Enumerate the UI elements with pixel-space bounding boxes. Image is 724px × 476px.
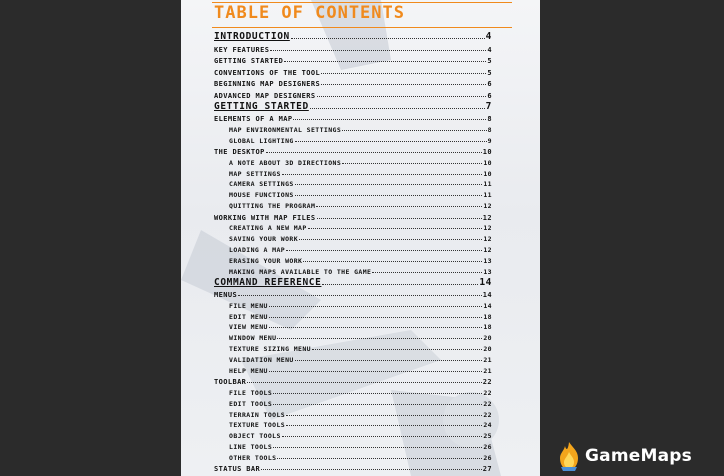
toc-entry — [214, 375, 492, 387]
toc-entry-label: BEGINNING MAP DESIGNERS — [214, 80, 321, 88]
toc-entry-page: 5 — [487, 68, 492, 77]
toc-entry — [214, 145, 492, 157]
toc-entry — [214, 408, 492, 419]
toc-entry-page: 13 — [483, 267, 492, 276]
toc-leader-dots — [247, 382, 481, 383]
toc-entry-page: 12 — [483, 235, 492, 244]
toc-entry-page: 22 — [483, 410, 492, 419]
toc-entry-page: 22 — [483, 388, 492, 397]
toc-entry — [214, 77, 492, 89]
toc-entry — [214, 210, 492, 222]
toc-entry-page: 5 — [487, 57, 492, 65]
toc-entry-label: CONVENTIONS OF THE TOOL — [214, 68, 321, 77]
toc-entry-page: 13 — [483, 256, 492, 265]
toc-leader-dots — [312, 349, 482, 350]
toc-leader-dots — [269, 371, 483, 372]
toc-leader-dots — [295, 360, 483, 361]
toc-leader-dots — [321, 73, 486, 74]
toc-entry-label: WINDOW MENU — [229, 334, 277, 343]
toc-entry — [214, 134, 492, 145]
toc-entry-label: EDIT TOOLS — [229, 399, 273, 408]
toc-entry — [214, 386, 492, 397]
toc-leader-dots — [286, 415, 482, 416]
page-title: TABLE OF CONTENTS — [214, 3, 405, 23]
toc-entry-page: 20 — [483, 345, 492, 354]
toc-leader-dots — [342, 163, 482, 164]
toc-entry-page: 11 — [483, 191, 492, 200]
toc-entry-label: HELP MENU — [229, 366, 268, 375]
toc-entry-label: EDIT MENU — [229, 312, 268, 321]
toc-entry — [214, 451, 492, 462]
toc-entry-page: 26 — [483, 442, 492, 451]
toc-entry-label: WORKING WITH MAP FILES — [214, 213, 316, 222]
toc-entry — [214, 310, 492, 321]
toc-leader-dots — [282, 174, 483, 175]
toc-entry — [214, 254, 492, 265]
toc-leader-dots — [317, 96, 487, 97]
toc-entry-page: 6 — [487, 80, 492, 88]
toc-entry-page: 9 — [487, 136, 492, 145]
toc-entry — [214, 100, 492, 112]
toc-entry — [214, 123, 492, 134]
toc-entry-label: FILE TOOLS — [229, 388, 273, 397]
toc-leader-dots — [273, 404, 482, 405]
toc-entry-label: FILE MENU — [229, 301, 268, 310]
toc-entry — [214, 42, 492, 54]
toc-leader-dots — [295, 141, 487, 142]
toc-entry — [214, 54, 492, 66]
toc-entry-label: ADVANCED MAP DESIGNERS — [214, 91, 316, 100]
toc-entry — [214, 462, 492, 474]
toc-entry-page: 14 — [479, 276, 492, 288]
toc-entry — [214, 276, 492, 288]
document-page — [181, 0, 540, 476]
toc-entry — [214, 429, 492, 440]
toc-entry-label: SAVING YOUR WORK — [229, 235, 299, 244]
toc-entry — [214, 321, 492, 332]
toc-leader-dots — [270, 50, 486, 51]
toc-entry — [214, 440, 492, 451]
gamemaps-watermark — [556, 441, 692, 471]
toc-entry-page: 14 — [482, 291, 492, 300]
toc-entry-page: 4 — [487, 45, 492, 54]
toc-leader-dots — [266, 152, 482, 153]
toc-entry-label: KEY FEATURES — [214, 45, 270, 54]
toc-entry — [214, 353, 492, 364]
toc-leader-dots — [295, 184, 483, 185]
toc-leader-dots — [316, 206, 482, 207]
toc-leader-dots — [322, 284, 478, 285]
toc-entry-label: QUITTING THE PROGRAM — [229, 202, 316, 211]
toc-entry-label: TEXTURE SIZING MENU — [229, 345, 311, 354]
toc-entry — [214, 222, 492, 233]
toc-leader-dots — [238, 295, 482, 296]
toc-entry-page: 24 — [483, 421, 492, 430]
toc-entry-label: MAP ENVIRONMENTAL SETTINGS — [229, 125, 342, 134]
toc-leader-dots — [282, 436, 483, 437]
toc-entry-page: 12 — [482, 213, 492, 222]
toc-entry-label: CREATING A NEW MAP — [229, 224, 307, 233]
toc-entry-label: TOOLBAR — [214, 378, 247, 387]
toc-entry — [214, 112, 492, 124]
toc-entry-label: MAKING MAPS AVAILABLE TO THE GAME — [229, 267, 372, 276]
toc-entry-label: STATUS BAR — [214, 465, 261, 474]
toc-entry-page: 22 — [482, 378, 492, 387]
toc-entry — [214, 88, 492, 100]
toc-entry — [214, 299, 492, 310]
toc-entry-label: LOADING A MAP — [229, 245, 286, 254]
toc-entry-label: CAMERA SETTINGS — [229, 180, 294, 189]
toc-leader-dots — [321, 84, 486, 85]
toc-leader-dots — [261, 469, 482, 470]
toc-entry-page: 6 — [487, 91, 492, 100]
toc-entry-page: 22 — [483, 399, 492, 408]
toc-entry — [214, 419, 492, 430]
toc-entry-label: GETTING STARTED — [214, 100, 309, 112]
toc-entry-page: 8 — [487, 125, 492, 134]
toc-entry-label: INTRODUCTION — [214, 31, 290, 42]
toc-entry-label: ERASING YOUR WORK — [229, 256, 303, 265]
toc-entry-label: OBJECT TOOLS — [229, 432, 281, 441]
toc-entry-label: GLOBAL LIGHTING — [229, 136, 294, 145]
toc-entry-label: OTHER TOOLS — [229, 453, 277, 462]
toc-entry-page: 10 — [482, 148, 492, 157]
toc-entry-page: 8 — [487, 115, 492, 123]
toc-entry — [214, 232, 492, 243]
toc-entry-label: LINE TOOLS — [229, 442, 273, 451]
toc-entry — [214, 364, 492, 375]
toc-entry-page: 27 — [482, 465, 492, 474]
toc-entry-page: 10 — [483, 158, 492, 167]
toc-entry — [214, 331, 492, 342]
toc-leader-dots — [295, 195, 483, 196]
toc-entry-page: 12 — [483, 202, 492, 211]
toc-entry-label: TEXTURE TOOLS — [229, 421, 286, 430]
toc-entry — [214, 199, 492, 210]
toc-entry — [214, 397, 492, 408]
toc-leader-dots — [310, 108, 485, 109]
toc-entry-page: 25 — [483, 432, 492, 441]
toc-leader-dots — [372, 272, 482, 273]
flame-logo-icon — [556, 441, 582, 471]
toc-entry-page: 21 — [483, 355, 492, 364]
toc-entry — [214, 30, 492, 42]
toc-entry — [214, 178, 492, 189]
toc-entry — [214, 167, 492, 178]
table-of-contents — [214, 30, 492, 473]
toc-entry-label: MENUS — [214, 291, 238, 300]
toc-leader-dots — [269, 317, 483, 318]
toc-entry-label: VIEW MENU — [229, 323, 268, 332]
toc-leader-dots — [293, 119, 486, 120]
toc-entry-page: 18 — [483, 312, 492, 321]
toc-entry — [214, 156, 492, 167]
toc-entry-page: 10 — [483, 169, 492, 178]
toc-entry — [214, 65, 492, 77]
toc-entry — [214, 288, 492, 300]
toc-entry-page: 21 — [483, 366, 492, 375]
toc-leader-dots — [303, 261, 482, 262]
toc-entry-page: 14 — [483, 301, 492, 310]
toc-leader-dots — [286, 250, 482, 251]
toc-entry-page: 4 — [485, 31, 492, 42]
title-rule-bottom — [212, 27, 512, 28]
toc-entry — [214, 243, 492, 254]
toc-entry-page: 18 — [483, 323, 492, 332]
toc-entry-label: THE DESKTOP — [214, 148, 265, 157]
toc-entry-label: GETTING STARTED — [214, 57, 284, 65]
toc-entry-label: ELEMENTS OF A MAP — [214, 115, 293, 123]
toc-entry-page: 26 — [483, 453, 492, 462]
toc-leader-dots — [269, 327, 483, 328]
toc-entry-page: 11 — [483, 180, 492, 189]
toc-entry-label: MAP SETTINGS — [229, 169, 281, 178]
toc-leader-dots — [273, 447, 482, 448]
toc-leader-dots — [286, 425, 482, 426]
toc-entry — [214, 188, 492, 199]
toc-leader-dots — [277, 338, 482, 339]
toc-entry — [214, 342, 492, 353]
toc-entry-label: TERRAIN TOOLS — [229, 410, 286, 419]
toc-leader-dots — [308, 228, 483, 229]
toc-entry-label: MOUSE FUNCTIONS — [229, 191, 294, 200]
toc-leader-dots — [269, 306, 483, 307]
toc-entry-page: 12 — [483, 245, 492, 254]
toc-leader-dots — [342, 130, 487, 131]
toc-entry-page: 20 — [483, 334, 492, 343]
toc-entry — [214, 265, 492, 276]
toc-entry-label: A NOTE ABOUT 3D DIRECTIONS — [229, 158, 342, 167]
toc-leader-dots — [317, 218, 482, 219]
toc-leader-dots — [273, 393, 482, 394]
toc-entry-page: 12 — [483, 224, 492, 233]
toc-entry-label: COMMAND REFERENCE — [214, 276, 322, 288]
toc-leader-dots — [299, 239, 482, 240]
toc-leader-dots — [277, 458, 482, 459]
toc-entry-label: VALIDATION MENU — [229, 355, 294, 364]
gamemaps-logo-text: GameMaps — [585, 446, 692, 466]
toc-leader-dots — [284, 61, 486, 62]
toc-entry-page: 7 — [485, 100, 492, 112]
toc-leader-dots — [291, 38, 485, 39]
